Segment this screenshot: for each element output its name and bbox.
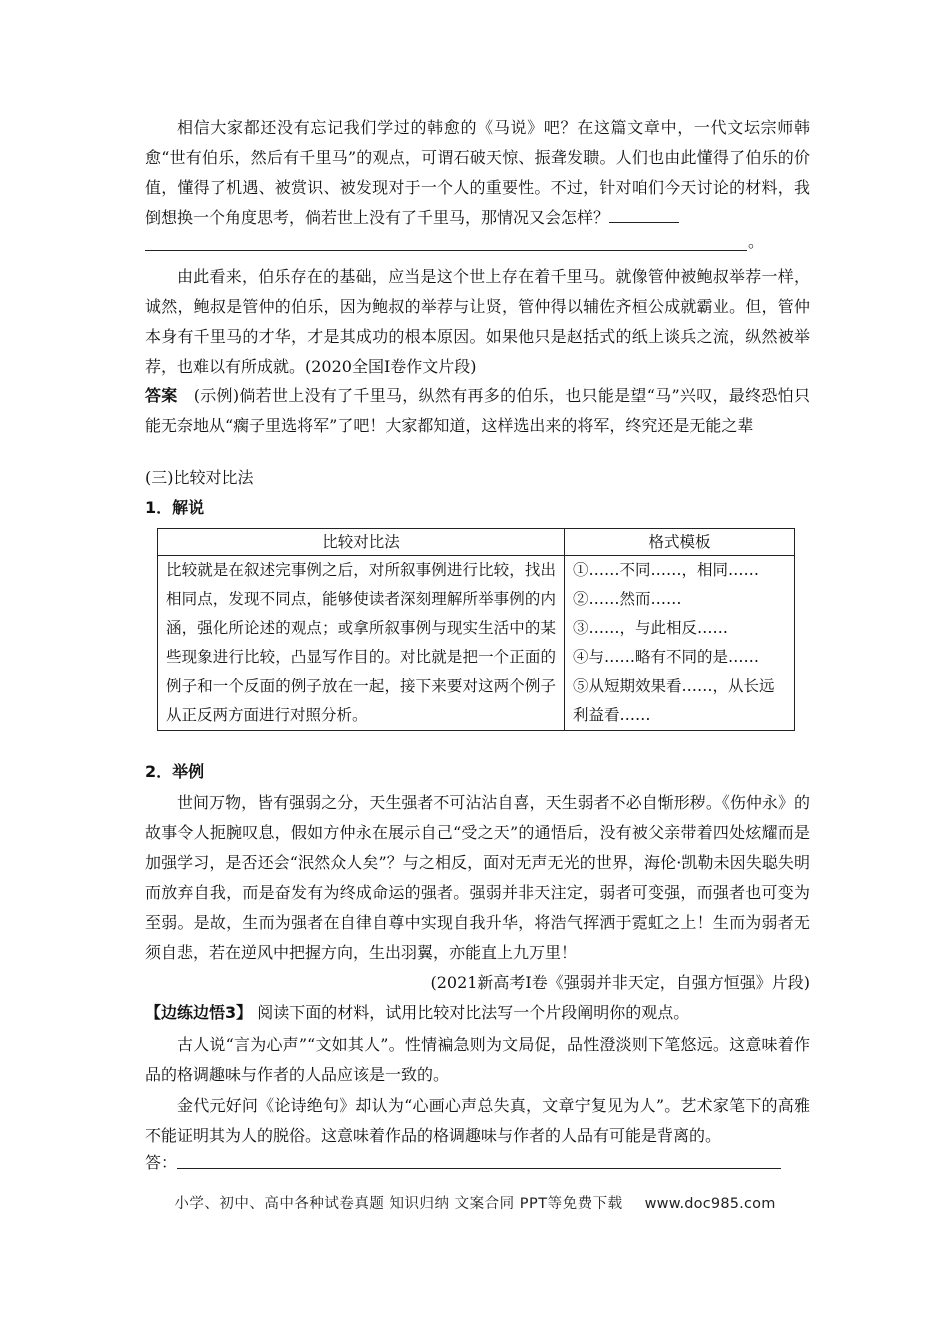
table-template-cell bbox=[565, 556, 795, 731]
comparison-method-table bbox=[157, 528, 795, 731]
paragraph-intro-end: 。 bbox=[748, 232, 765, 251]
answer-writing-line bbox=[177, 1168, 781, 1169]
section-title: (三)比较对比法 bbox=[145, 468, 254, 487]
template-item-1: ①……不同……，相同…… bbox=[573, 561, 760, 579]
page-footer bbox=[0, 1192, 950, 1213]
material-paragraph-2: 金代元好问《论诗绝句》却认为“心画心声总失真，文章宁复见为人”。艺术家笔下的高雅不能证明其为人的脱俗。这意味着作品的格调趣味与作者的人品有可能是背离的。 bbox=[145, 1096, 810, 1145]
template-item-3: ③……，与此相反…… bbox=[573, 619, 729, 637]
answer-block bbox=[145, 381, 810, 441]
answer-blank-inline bbox=[609, 204, 679, 223]
subsection-explanation: 1．解说 bbox=[145, 498, 205, 517]
example-paragraph: 世间万物，皆有强弱之分，天生强者不可沾沾自喜，天生弱者不必自惭形秽。《伤仲永》的故事令人扼腕叹息，假如方仲永在展示自己“受之天”的通悟后，没有被父亲带着四处炫耀而是加强学习，是否还会“泯然众人矣”？与之相反，面对无声无光的世界，海伦·凯勒未因失聪失明而放弃自我，而是奋发有为终成命运的强者。强弱并非天注定，弱者可变强，而强者也可变为至弱。是故，生而为强者在自律自尊中实现自我升华，将浩气挥洒于霓虹之上！生而为弱者无须自悲，若在逆风中把握方向，生出羽翼，亦能直上九万里！ bbox=[145, 793, 810, 962]
table-description: 比较就是在叙述完事例之后，对所叙事例进行比较，找出相同点，发现不同点，能够使读者深刻理解所举事例的内涵，强化所论述的观点；或拿所叙事例与现实生活中的某些现象进行比较，凸显写作目的。对比就是把一个正面的例子和一个反面的例子放在一起，接下来要对这两个例子从正反两方面进行对照分析。 bbox=[166, 561, 556, 724]
practice-header bbox=[145, 998, 810, 1028]
answer-label: 答案 bbox=[145, 386, 178, 405]
answer-blank-line bbox=[145, 250, 747, 251]
template-item-4: ④与……略有不同的是…… bbox=[573, 648, 760, 666]
practice-label: 【边练边悟3】 bbox=[145, 1003, 253, 1022]
footer-text: 小学、初中、高中各种试卷真题 知识归纳 文案合同 PPT等免费下载 bbox=[174, 1196, 623, 1212]
answer-text: (示例)倘若世上没有了千里马，纵然有再多的伯乐，也只能是望“马”兴叹，最终恐怕只能无奈地从“瘸子里选将军”了吧！大家都知道，这样选出来的将军，终究还是无能之辈 bbox=[145, 386, 810, 435]
practice-prompt: 阅读下面的材料，试用比较对比法写一个片段阐明你的观点。 bbox=[257, 1003, 690, 1022]
paragraph-continuation: 由此看来，伯乐存在的基础，应当是这个世上存在着千里马。就像管仲被鲍叔举荐一样，诚然，鲍叔是管仲的伯乐，因为鲍叔的举荐与让贤，管仲得以辅佐齐桓公成就霸业。但，管仲本身有千里马的才华，才是其成功的根本原因。如果他只是赵括式的纸上谈兵之流，纵然被举荐，也难以有所成就。(2020全国Ⅰ卷作文片段) bbox=[145, 267, 810, 376]
template-item-2: ②……然而…… bbox=[573, 590, 682, 608]
table-header-method: 比较对比法 bbox=[158, 529, 565, 556]
template-item-5: ⑤从短期效果看……，从长远利益看…… bbox=[573, 677, 775, 724]
subsection-example: 2．举例 bbox=[145, 762, 205, 781]
footer-url: www.doc985.com bbox=[644, 1196, 776, 1212]
table-header-template: 格式模板 bbox=[565, 529, 795, 556]
answer-prefix: 答： bbox=[145, 1153, 178, 1172]
example-source: (2021新高考Ⅰ卷《强弱并非天定，自强方恒强》片段) bbox=[430, 973, 810, 992]
paragraph-intro: 相信大家都还没有忘记我们学过的韩愈的《马说》吧？在这篇文章中，一代文坛宗师韩愈“世有伯乐，然后有千里马”的观点，可谓石破天惊、振聋发聩。人们也由此懂得了伯乐的价值，懂得了机遇、被赏识、被发现对于一个人的重要性。不过，针对咱们今天讨论的材料，我倒想换一个角度思考，倘若世上没有了千里马，那情况又会怎样？ bbox=[145, 118, 810, 227]
table-description-cell bbox=[158, 556, 565, 731]
material-paragraph-1: 古人说“言为心声”“文如其人”。性情褊急则为文局促，品性澄淡则下笔悠远。这意味着作品的格调趣味与作者的人品应该是一致的。 bbox=[145, 1035, 810, 1084]
